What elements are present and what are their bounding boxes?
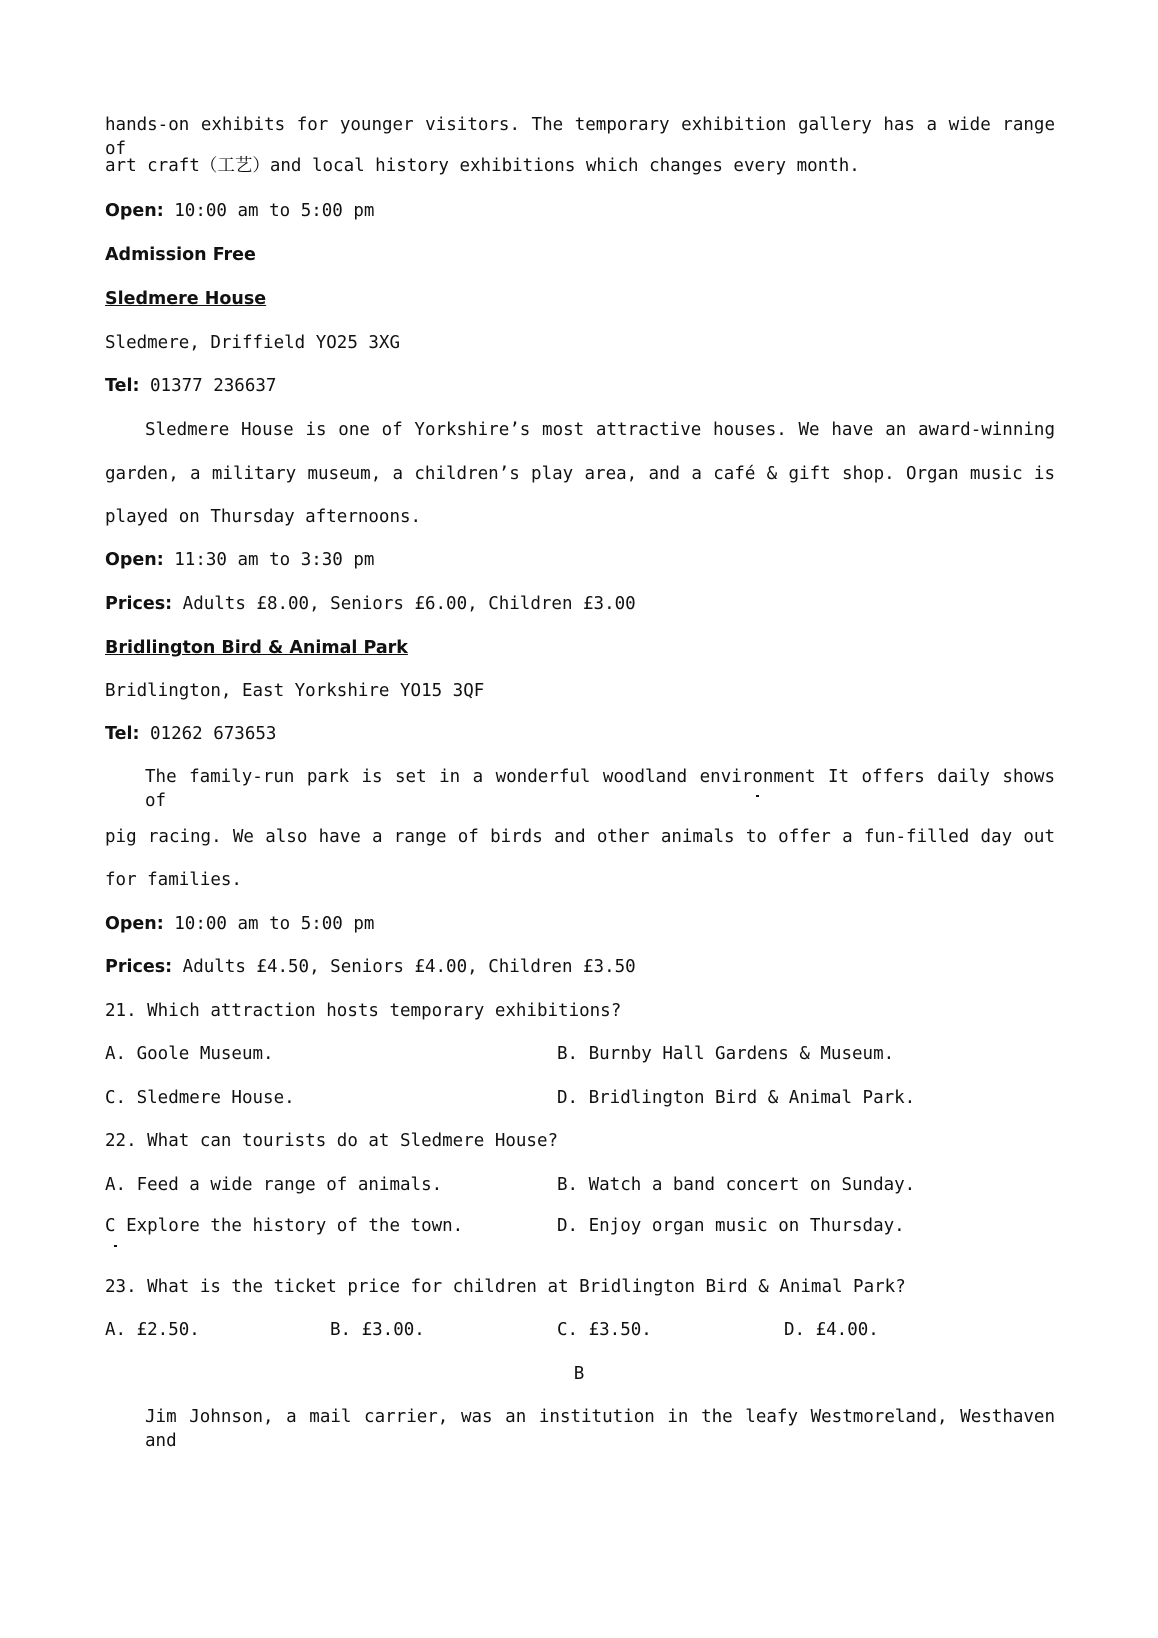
prices-value: Adults £4.50, Seniors £4.00, Children £3.50 [172,957,636,977]
attraction-tel [105,374,1055,398]
answer-option: D. £4.00. [784,1320,879,1340]
intro-paragraph-line: art craft（工艺）and local history exhibitions which changes every month. [105,156,860,176]
tel-label: Tel: [105,724,140,744]
answer-option: C. Sledmere House. [105,1088,295,1108]
open-label: Open: [105,201,164,221]
attraction-description-line: played on Thursday afternoons. [105,507,422,527]
intro-admission: Admission Free [105,245,256,265]
answer-option: D. Bridlington Bird & Animal Park. [557,1088,916,1108]
answer-option: A. Feed a wide range of animals. [105,1175,443,1195]
tel-label: Tel: [105,376,140,396]
prices-label: Prices: [105,957,173,977]
tel-value: 01262 673653 [139,724,277,744]
answer-option: A. Goole Museum. [105,1044,274,1064]
section-heading: B [573,1364,585,1384]
attraction-title: Bridlington Bird & Animal Park [105,638,408,658]
open-value: 10:00 am to 5:00 pm [163,201,375,221]
open-value: 10:00 am to 5:00 pm [163,914,375,934]
attraction-address: Bridlington, East Yorkshire YO15 3QF [105,681,485,701]
answer-option: B. Burnby Hall Gardens & Museum. [557,1044,895,1064]
question-stem: 22. What can tourists do at Sledmere House? [105,1131,559,1151]
attraction-open-hours [105,548,1055,572]
prices-label: Prices: [105,594,173,614]
attraction-description-line: pig racing. We also have a range of birds and other animals to offer a fun-filled day out [105,827,1055,847]
tel-value: 01377 236637 [139,376,277,396]
attraction-prices [105,592,1055,616]
intro-paragraph-line: hands-on exhibits for younger visitors. The temporary exhibition gallery has a wide range of [105,115,1055,159]
attraction-description-line: The family-run park is set in a wonderful woodland environment It offers daily shows of [145,767,1055,811]
question-stem: 23. What is the ticket price for children at Bridlington Bird & Animal Park? [105,1277,906,1297]
answer-option: C Explore the history of the town. [105,1216,464,1236]
stray-mark [756,795,759,797]
answer-option: C. £3.50. [557,1320,652,1340]
open-value: 11:30 am to 3:30 pm [163,550,375,570]
answer-option: B. £3.00. [330,1320,425,1340]
passage-line: Jim Johnson, a mail carrier, was an institution in the leafy Westmoreland, Westhaven and [145,1407,1055,1451]
open-label: Open: [105,914,164,934]
answer-option: B. Watch a band concert on Sunday. [557,1175,916,1195]
attraction-address: Sledmere, Driffield YO25 3XG [105,333,401,353]
attraction-open-hours [105,912,1055,936]
stray-mark [114,1245,117,1247]
prices-value: Adults £8.00, Seniors £6.00, Children £3.00 [172,594,636,614]
answer-option: A. £2.50. [105,1320,200,1340]
question-stem: 21. Which attraction hosts temporary exhibitions? [105,1001,622,1021]
attraction-prices [105,955,1055,979]
answer-option: D. Enjoy organ music on Thursday. [557,1216,905,1236]
open-label: Open: [105,550,164,570]
attraction-description-line: for families. [105,870,242,890]
attraction-tel [105,722,1055,746]
attraction-description-line: Sledmere House is one of Yorkshire’s most attractive houses. We have an award-winning [145,420,1055,440]
attraction-description-line: garden, a military museum, a children’s play area, and a café & gift shop. Organ music is [105,464,1055,484]
intro-open-hours [105,199,1055,223]
attraction-title: Sledmere House [105,289,267,309]
